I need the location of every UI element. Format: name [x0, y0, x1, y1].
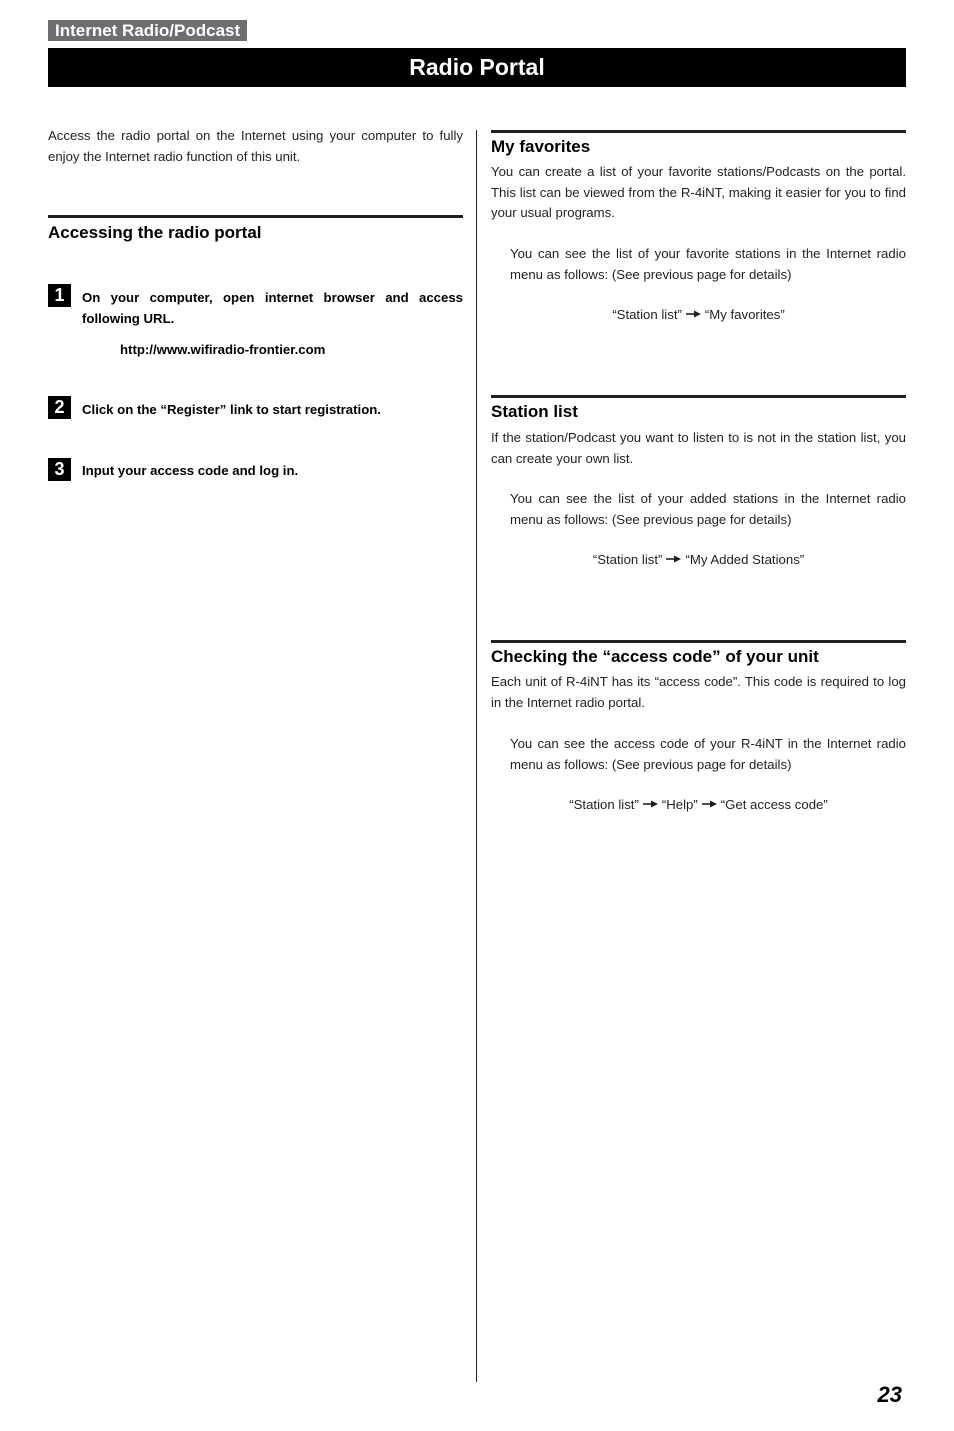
right-arrow-icon [702, 800, 717, 808]
right-arrow-icon [686, 310, 701, 318]
station-list-heading: Station list [491, 402, 578, 421]
step-1-number: 1 [48, 284, 71, 307]
access-code-heading: Checking the “access code” of your unit [491, 647, 819, 666]
right-arrow-icon [643, 800, 658, 808]
access-code-note: You can see the access code of your R-4iNT in the Internet radio menu as follows: (See previous page for details) [510, 736, 906, 772]
section-tag: Internet Radio/Podcast [48, 20, 247, 41]
path-step: “Station list” [612, 307, 682, 322]
step-2-number: 2 [48, 396, 71, 419]
page-number: 23 [877, 1382, 902, 1407]
right-arrow-icon [666, 555, 681, 563]
station-list-note: You can see the list of your added stations in the Internet radio menu as follows: (See previous page for details) [510, 491, 906, 527]
section-rule [48, 215, 463, 218]
page-title: Radio Portal [48, 48, 906, 87]
my-favorites-body: You can create a list of your favorite stations/Podcasts on the portal. This list can be viewed from the R-4iNT, making it easier for you to find your usual programs. [491, 164, 906, 220]
path-step: “Get access code” [720, 797, 828, 812]
path-step: “Station list” [592, 552, 663, 567]
step-3-text: Input your access code and log in. [82, 463, 299, 478]
intro-paragraph: Access the radio portal on the Internet using your computer to fully enjoy the Internet radio function of this unit. [48, 128, 463, 164]
access-code-body: Each unit of R-4iNT has its “access code”. This code is required to log in the Internet radio portal. [491, 674, 906, 710]
section-rule [491, 130, 906, 133]
path-step: “My Added Stations” [685, 552, 805, 567]
step-1-text: On your computer, open internet browser and access following URL. [82, 290, 463, 326]
path-step: “Help” [661, 797, 698, 812]
my-favorites-heading: My favorites [491, 137, 591, 156]
section-rule [491, 395, 906, 398]
column-divider [476, 130, 477, 1382]
my-favorites-menu-path [491, 305, 906, 325]
portal-url[interactable]: http://www.wifiradio-frontier.com [120, 342, 326, 357]
station-list-menu-path [491, 550, 906, 570]
path-step: “Station list” [569, 797, 639, 812]
access-code-menu-path [491, 795, 906, 815]
step-2-text: Click on the “Register” link to start registration. [82, 402, 381, 417]
accessing-portal-heading: Accessing the radio portal [48, 223, 262, 242]
my-favorites-note: You can see the list of your favorite stations in the Internet radio menu as follows: (See previous page for details) [510, 246, 906, 282]
section-rule [491, 640, 906, 643]
path-step: “My favorites” [704, 307, 785, 322]
station-list-body: If the station/Podcast you want to listen to is not in the station list, you can create your own list. [491, 430, 906, 466]
step-3-number: 3 [48, 458, 71, 481]
